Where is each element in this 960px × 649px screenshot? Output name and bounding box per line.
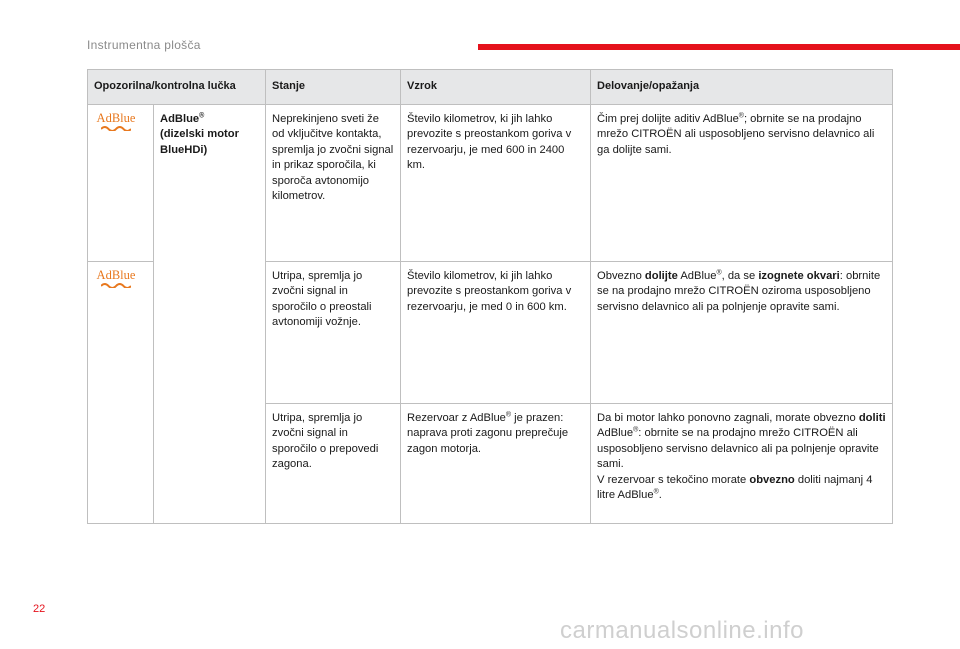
action-cell: Da bi motor lahko ponovno zagnali, morate obvezno doliti AdBlue®: obrnite se na prodajno mrežo CITROËN ali usposobljeno servisno delavnico ali pa polnjenje opravite sami. V rezervoar s tekočino morate obvezno doliti najmanj 4 litre AdBlue®. — [591, 404, 893, 524]
indicator-name: AdBlue® (dizelski motor BlueHDi) — [160, 112, 239, 156]
warning-lights-table — [87, 69, 893, 524]
cause-cell: Število kilometrov, ki jih lahko prevozite s preostankom goriva v rezervoarju, je med 600 in 2400 km. — [401, 105, 591, 262]
adblue-warning-icon — [94, 112, 138, 131]
header-accent-bar — [478, 44, 960, 50]
column-header-state: Stanje — [266, 70, 401, 105]
watermark: carmanualsonline.info — [560, 617, 804, 644]
state-cell: Neprekinjeno sveti že od vključitve kontakta, spremlja jo zvočni signal in prikaz sporočila, ki sporoča avtonomijo kilometrov. — [266, 105, 401, 262]
cause-cell: Rezervoar z AdBlue® je prazen: naprava proti zagonu preprečuje zagon motorja. — [401, 404, 591, 524]
adblue-icon-label: AdBlue — [96, 111, 136, 125]
indicator-name-cell — [154, 105, 266, 524]
table-row — [88, 105, 893, 262]
fluid-wave-icon — [101, 282, 131, 288]
adblue-icon-label: AdBlue — [96, 268, 136, 282]
column-header-cause: Vzrok — [401, 70, 591, 105]
action-cell: Obvezno dolijte AdBlue®, da se izognete okvari: obrnite se na prodajno mrežo CITROËN oziroma usposobljeno servisno delavnico ali pa polnjenje opravite sami. — [591, 262, 893, 404]
action-cell: Čim prej dolijte aditiv AdBlue®; obrnite se na prodajno mrežo CITROËN ali usposobljeno servisno delavnico ali ga dolijte sami. — [591, 105, 893, 262]
indicator-icon-cell — [88, 262, 154, 524]
column-header-action: Delovanje/opažanja — [591, 70, 893, 105]
indicator-icon-cell — [88, 105, 154, 262]
state-cell: Utripa, spremlja jo zvočni signal in sporočilo o prepovedi zagona. — [266, 404, 401, 524]
state-cell: Utripa, spremlja jo zvočni signal in sporočilo o preostali avtonomiji vožnje. — [266, 262, 401, 404]
adblue-warning-icon — [94, 269, 138, 288]
page-number: 22 — [33, 603, 46, 615]
fluid-wave-icon — [101, 125, 131, 131]
cause-cell: Število kilometrov, ki jih lahko prevozite s preostankom goriva v rezervoarju, je med 0 in 600 km. — [401, 262, 591, 404]
column-header-indicator: Opozorilna/kontrolna lučka — [88, 70, 266, 105]
section-title: Instrumentna plošča — [87, 38, 201, 52]
table-header-row — [88, 70, 893, 105]
